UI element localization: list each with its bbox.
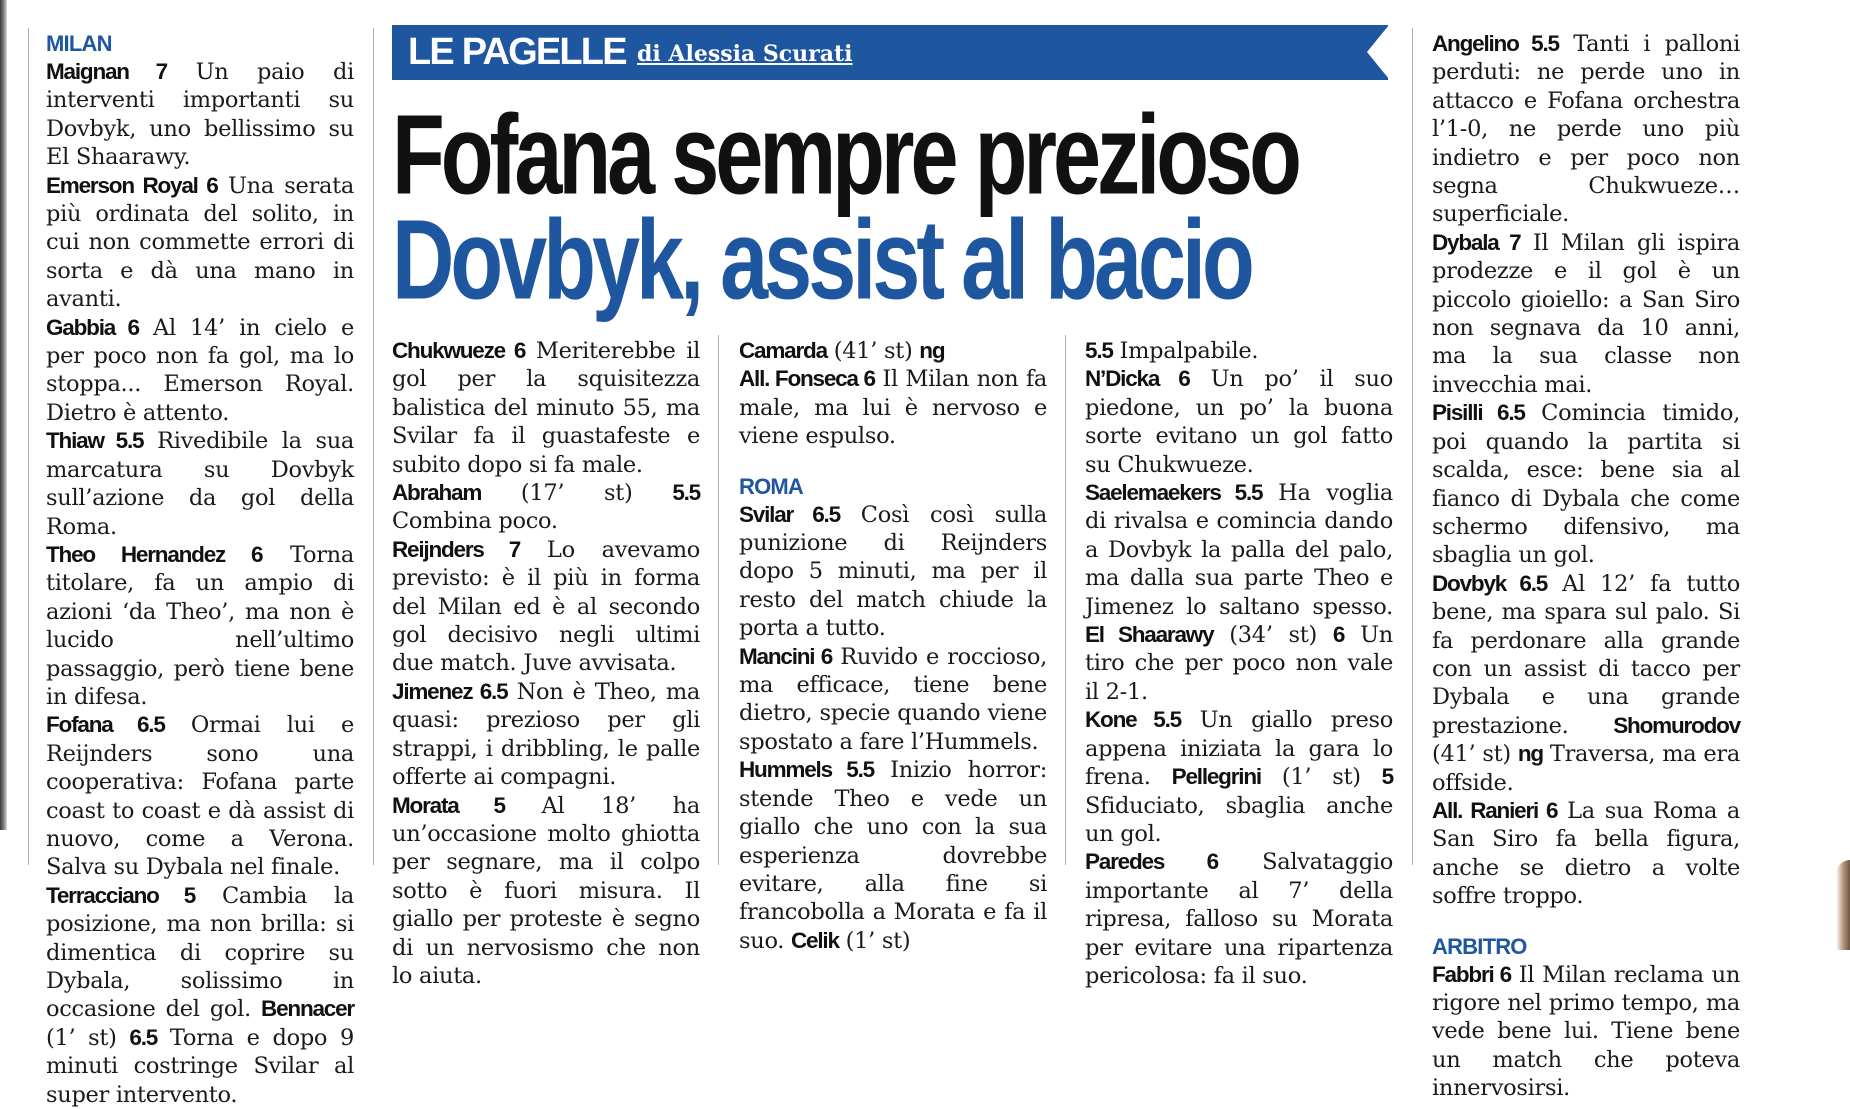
rating-paragraph: Svilar 6.5 Così così sulla punizione di Reijnders dopo 5 minuti, ma per il resto del match chiude la porta a tutto. bbox=[739, 501, 1047, 642]
rating-paragraph: Chukwueze 6 Meriterebbe il gol per la squisitezza balistica del minuto 55, ma Svilar fa il guastafeste e subito dopo si fa male. bbox=[392, 338, 700, 478]
column-roma-3 bbox=[1432, 30, 1740, 1103]
rating-paragraph: Thiaw 5.5 Rivedibile la sua marcatura su Dovbyk sull’azione da gol della Roma. bbox=[46, 428, 355, 540]
rating-paragraph: Pisilli 6.5 Comincia timido, poi quando la partita si scalda, esce: bene sia al fianco di Dybala che come schermo difensivo, ma sbaglia un gol. bbox=[1432, 400, 1740, 569]
team-heading-milan: MILAN bbox=[46, 31, 112, 56]
rating-paragraph: Dybala 7 Il Milan gli ispira prodezze e il gol è un piccolo gioiello: a San Siro non segnava da 10 anni, ma la sua classe non invecchia mai. bbox=[1432, 229, 1740, 398]
rating-paragraph: Morata 5 Al 18’ ha un’occasione molto ghiotta per segnare, ma il colpo sotto è fuori misura. Il giallo per proteste è segno di un nervosismo che non lo aiuta. bbox=[392, 792, 700, 989]
column-rule bbox=[28, 28, 29, 865]
column-milan-1 bbox=[46, 30, 354, 1109]
column-milan-2 bbox=[392, 337, 700, 990]
rating-paragraph: Gabbia 6 Al 14’ in cielo e per poco non fa gol, ma lo stoppa... Emerson Royal. Dietro è attento. bbox=[46, 314, 355, 426]
rating-paragraph: Mancini 6 Ruvido e roccioso, ma efficace, tiene bene dietro, specie quando viene spostato a fare l’Hummels. bbox=[739, 643, 1047, 755]
rating-paragraph: Paredes 6 Salvataggio importante al 7’ della ripresa, falloso su Morata per evitare una ripartenza pericolosa: fa il suo. bbox=[1085, 849, 1393, 989]
rating-paragraph: All. Fonseca 6 Il Milan non fa male, ma lui è nervoso e viene espulso. bbox=[739, 366, 1047, 450]
column-rule bbox=[718, 335, 719, 865]
column-rule bbox=[1065, 335, 1066, 865]
page-edge-right bbox=[1836, 860, 1850, 950]
rating-paragraph: All. Ranieri 6 La sua Roma a San Siro fa bella figura, anche se dietro a volte soffre troppo. bbox=[1432, 797, 1740, 910]
column-rule bbox=[373, 28, 374, 865]
rating-paragraph: Theo Hernandez 6 Torna titolare, fa un ampio di azioni ‘da Theo’, ma non è lucido nell’ultimo passaggio, però tiene bene in difesa. bbox=[46, 541, 354, 710]
headline-line-2: Dovbyk, assist al bacio bbox=[392, 195, 1251, 323]
column-roma-1 bbox=[739, 337, 1047, 955]
page-edge-left bbox=[0, 0, 7, 830]
rating-paragraph: N’Dicka 6 Un po’ il suo piedone, un po’ la buona sorte evitano un gol fatto su Chukwueze. bbox=[1085, 366, 1393, 478]
team-heading-roma: ROMA bbox=[739, 473, 804, 499]
rating-paragraph: Abraham (17’ st) 5.5 Combina poco. bbox=[392, 480, 700, 535]
section-banner bbox=[392, 25, 1388, 80]
rating-paragraph: Maignan 7 Un paio di interventi importanti su Dovbyk, uno bellissimo su El Shaarawy. bbox=[46, 59, 354, 171]
rating-paragraph: Reijnders 7 Lo avevamo previsto: è il più in forma del Milan ed è al secondo gol decisivo negli ultimi due match. Juve avvisata. bbox=[392, 536, 700, 677]
headline-line-1: Fofana sempre prezioso bbox=[392, 90, 1298, 218]
rating-paragraph: Fabbri 6 Il Milan reclama un rigore nel primo tempo, ma vede bene lui. Tiene bene un match che poteva innervosirsi. bbox=[1432, 961, 1741, 1102]
column-roma-2 bbox=[1085, 337, 1393, 990]
rating-paragraph: Dovbyk 6.5 Al 12’ fa tutto bene, ma spara sul palo. Si fa perdonare alla grande con un assist di tacco per Dybala e una grande prestazione. Shomurodov (41’ st) ng Traversa, ma era offside. bbox=[1432, 570, 1740, 796]
rating-paragraph: Emerson Royal 6 Una serata più ordinata del solito, in cui non commette errori di sorta e dà una mano in avanti. bbox=[46, 172, 354, 313]
team-heading-arbitro: ARBITRO bbox=[1432, 933, 1527, 959]
rating-paragraph: Hummels 5.5 Inizio horror: stende Theo e vede un giallo che uno con la sua esperienza dovrebbe evitare, alla fine si francobolla a Morata e fa il suo. Celik (1’ st) bbox=[739, 757, 1047, 954]
section-title: LE PAGELLE bbox=[408, 31, 626, 73]
rating-paragraph: Angelino 5.5 Tanti i palloni perduti: ne perde uno in attacco e Fofana orchestra l’1-0, ne perde uno più indietro e per poco non segna Chukwueze… superficiale. bbox=[1432, 31, 1740, 228]
rating-paragraph: Kone 5.5 Un giallo preso appena iniziata la gara lo frena. Pellegrini (1’ st) 5 Sfiduciato, sbaglia anche un gol. bbox=[1085, 707, 1393, 847]
rating-paragraph: Jimenez 6.5 Non è Theo, ma quasi: prezioso per gli strappi, i dribbling, le palle offerte ai compagni. bbox=[392, 678, 700, 791]
rating-paragraph: 5.5 Impalpabile. bbox=[1085, 338, 1259, 364]
rating-paragraph: Camarda (41’ st) ng bbox=[739, 338, 945, 364]
author-byline: di Alessia Scurati bbox=[637, 41, 853, 67]
column-rule bbox=[1412, 28, 1413, 865]
rating-paragraph: Fofana 6.5 Ormai lui e Reijnders sono una cooperativa: Fofana parte coast to coast e dà assist di nuovo, come a Verona. Salva su Dybala nel finale. bbox=[46, 712, 355, 881]
rating-paragraph: Terracciano 5 Cambia la posizione, ma non brilla: si dimentica di coprire su Dybala, solissimo in occasione del gol. Bennacer (1’ st) 6.5 Torna e dopo 9 minuti costringe Svilar al super intervento. bbox=[46, 882, 354, 1108]
rating-paragraph: Saelemaekers 5.5 Ha voglia di rivalsa e comincia dando a Dovbyk la palla del palo, ma dalla sua parte Theo e Jimenez lo saltano spesso. El Shaarawy (34’ st) 6 Un tiro che per poco non vale il 2-1. bbox=[1085, 480, 1393, 705]
